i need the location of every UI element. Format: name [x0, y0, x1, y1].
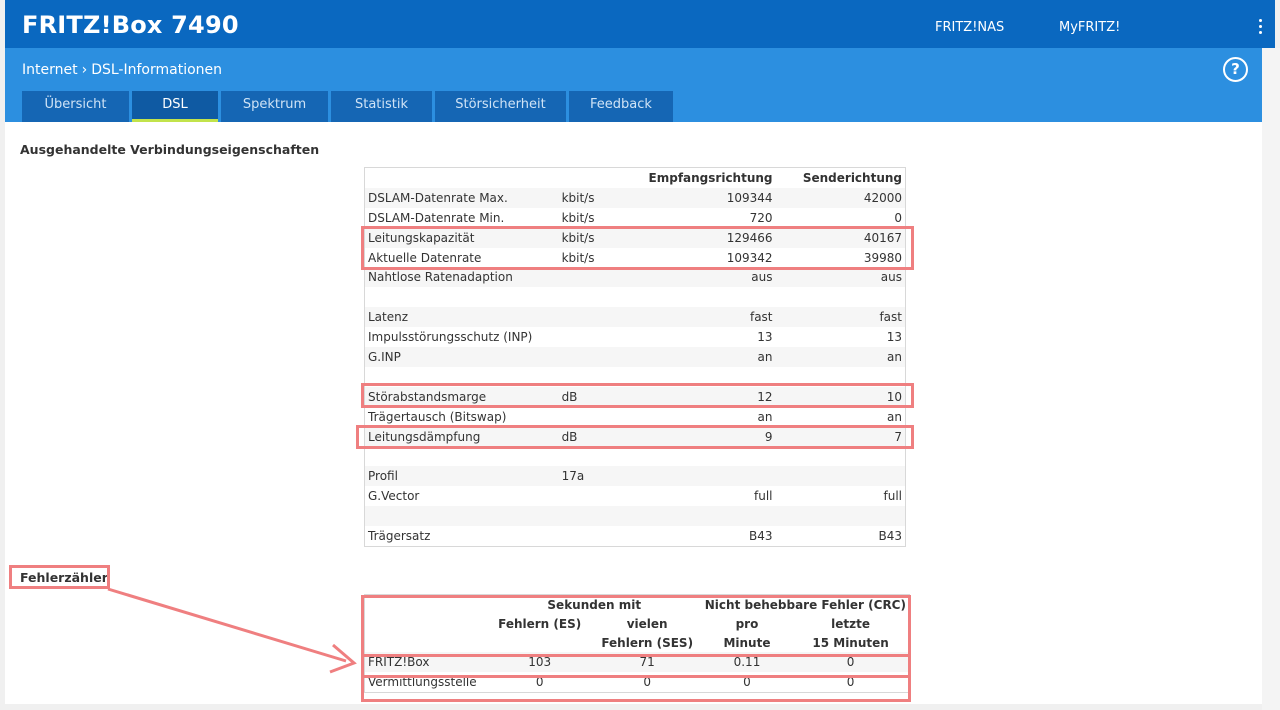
header-per-min-2: Minute — [723, 635, 771, 650]
section-title-error-counter: Fehlerzähler — [20, 570, 108, 585]
table-cell: dB — [559, 387, 613, 407]
table-cell: kbit/s — [559, 188, 613, 208]
table-cell — [559, 506, 613, 526]
table-row — [365, 267, 906, 287]
table-cell: an — [776, 407, 906, 427]
table-cell: Impulsstörungsschutz (INP) — [365, 327, 559, 347]
row-label: FRITZ!Box — [365, 652, 487, 672]
header-last-15-1: letzte — [831, 616, 871, 631]
table-cell: Leitungskapazität — [365, 228, 559, 248]
chevron-right-icon: › — [81, 62, 88, 78]
table-cell — [776, 367, 906, 387]
table-cell: 39980 — [776, 248, 906, 268]
table-cell: aus — [776, 267, 906, 287]
help-icon[interactable]: ? — [1223, 57, 1248, 82]
table-row — [365, 347, 906, 367]
table-cell: kbit/s — [559, 228, 613, 248]
table-row — [365, 228, 906, 248]
table-cell: Latenz — [365, 307, 559, 327]
tab-feedback[interactable]: Feedback — [569, 91, 673, 122]
table-row — [365, 486, 906, 506]
tab-stoersicherheit[interactable]: Störsicherheit — [435, 91, 566, 122]
table-cell: an — [776, 347, 906, 367]
table-cell — [559, 347, 613, 367]
connection-properties-table — [364, 167, 906, 547]
header-seconds-with: Sekunden mit — [547, 597, 642, 612]
table-cell — [776, 287, 906, 307]
table-cell — [613, 287, 776, 307]
table-cell: 720 — [613, 208, 776, 228]
table-row — [365, 248, 906, 268]
table-cell: 10 — [776, 387, 906, 407]
table-cell: B43 — [776, 526, 906, 546]
table-cell — [776, 466, 906, 486]
myfritz-link[interactable]: MyFRITZ! — [1059, 20, 1121, 35]
table-row: FRITZ!Box 103 71 0.11 0 — [365, 652, 910, 672]
footer-strip — [5, 704, 1262, 710]
table-cell: Störabstandsmarge — [365, 387, 559, 407]
table-row — [365, 287, 906, 307]
header-receive: Empfangsrichtung — [648, 170, 773, 185]
scrollbar[interactable] — [1262, 48, 1280, 710]
more-menu-icon[interactable] — [1259, 19, 1263, 37]
table-cell: DSLAM-Datenrate Max. — [365, 188, 559, 208]
table-row — [365, 446, 906, 466]
table-row: Vermittlungsstelle 0 0 0 0 — [365, 672, 910, 693]
table-cell — [613, 367, 776, 387]
table-cell: 12 — [613, 387, 776, 407]
table-cell: kbit/s — [559, 208, 613, 228]
table-cell: an — [613, 347, 776, 367]
table-cell: 42000 — [776, 188, 906, 208]
table-cell: Trägersatz — [365, 526, 559, 546]
error-counter-table — [364, 594, 910, 693]
table-cell — [365, 367, 559, 387]
table-cell: G.Vector — [365, 486, 559, 506]
table-cell: full — [613, 486, 776, 506]
table-cell: Nahtlose Ratenadaption — [365, 267, 559, 287]
breadcrumb-current: DSL-Informationen — [91, 62, 223, 78]
table-row — [365, 367, 906, 387]
header-cell — [365, 168, 559, 188]
table-cell: 129466 — [613, 228, 776, 248]
table-row — [365, 526, 906, 546]
row-label: Vermittlungsstelle — [365, 672, 487, 693]
table-row — [365, 427, 906, 447]
breadcrumb — [22, 62, 222, 78]
table-cell: 40167 — [776, 228, 906, 248]
sub-header — [5, 48, 1262, 122]
table-cell — [559, 486, 613, 506]
table-cell: Leitungsdämpfung — [365, 427, 559, 447]
table-row — [365, 387, 906, 407]
table-cell: full — [776, 486, 906, 506]
header-cell — [559, 168, 613, 188]
table-cell — [559, 287, 613, 307]
table-cell: 7 — [776, 427, 906, 447]
table-cell — [365, 287, 559, 307]
table-row — [365, 307, 906, 327]
table-cell — [559, 407, 613, 427]
table-row — [365, 327, 906, 347]
table-cell: fast — [613, 307, 776, 327]
header-ses-1: vielen — [626, 616, 668, 631]
table-cell — [559, 307, 613, 327]
tab-statistik[interactable]: Statistik — [331, 91, 432, 122]
table-row — [365, 188, 906, 208]
table-cell — [613, 466, 776, 486]
tab-dsl[interactable]: DSL — [132, 91, 218, 122]
header-es: Fehlern (ES) — [498, 616, 582, 631]
table-row — [365, 407, 906, 427]
table-row — [365, 466, 906, 486]
tab-uebersicht[interactable]: Übersicht — [22, 91, 129, 122]
table-cell: kbit/s — [559, 248, 613, 268]
table-cell — [365, 446, 559, 466]
header-ses-2: Fehlern (SES) — [601, 635, 694, 650]
table-cell: 109344 — [613, 188, 776, 208]
table-cell — [613, 446, 776, 466]
table-cell: 9 — [613, 427, 776, 447]
table-cell — [559, 367, 613, 387]
table-cell — [365, 506, 559, 526]
header-per-min-1: pro — [735, 616, 759, 631]
table-cell — [559, 267, 613, 287]
table-cell — [559, 526, 613, 546]
breadcrumb-parent[interactable]: Internet — [22, 62, 78, 78]
table-header-row — [365, 614, 910, 633]
tab-spektrum[interactable]: Spektrum — [221, 91, 328, 122]
table-cell: 109342 — [613, 248, 776, 268]
table-cell: Aktuelle Datenrate — [365, 248, 559, 268]
table-row — [365, 506, 906, 526]
table-cell: Trägertausch (Bitswap) — [365, 407, 559, 427]
table-cell: Profil — [365, 466, 559, 486]
table-cell: 17a — [559, 466, 613, 486]
table-header-row — [365, 633, 910, 652]
table-cell: DSLAM-Datenrate Min. — [365, 208, 559, 228]
table-cell — [776, 506, 906, 526]
table-cell: 0 — [776, 208, 906, 228]
table-cell — [559, 446, 613, 466]
table-cell — [559, 327, 613, 347]
section-title-connection: Ausgehandelte Verbindungseigenschaften — [20, 142, 320, 157]
table-cell: fast — [776, 307, 906, 327]
table-header-row — [365, 168, 906, 188]
table-cell: 13 — [776, 327, 906, 347]
fritznas-link[interactable]: FRITZ!NAS — [935, 20, 1005, 35]
table-cell: G.INP — [365, 347, 559, 367]
table-cell: an — [613, 407, 776, 427]
header-send: Senderichtung — [802, 170, 902, 185]
table-cell: dB — [559, 427, 613, 447]
header-last-15-2: 15 Minuten — [812, 635, 889, 650]
main-content — [5, 122, 1262, 704]
table-cell — [776, 446, 906, 466]
table-cell: B43 — [613, 526, 776, 546]
table-header-row — [365, 595, 910, 615]
table-cell — [613, 506, 776, 526]
header-crc-errors: Nicht behebbare Fehler (CRC) — [704, 597, 906, 612]
brand-title[interactable]: FRITZ!Box 7490 — [22, 11, 239, 39]
table-cell: aus — [613, 267, 776, 287]
table-cell: 13 — [613, 327, 776, 347]
table-row — [365, 208, 906, 228]
top-bar — [5, 0, 1275, 48]
